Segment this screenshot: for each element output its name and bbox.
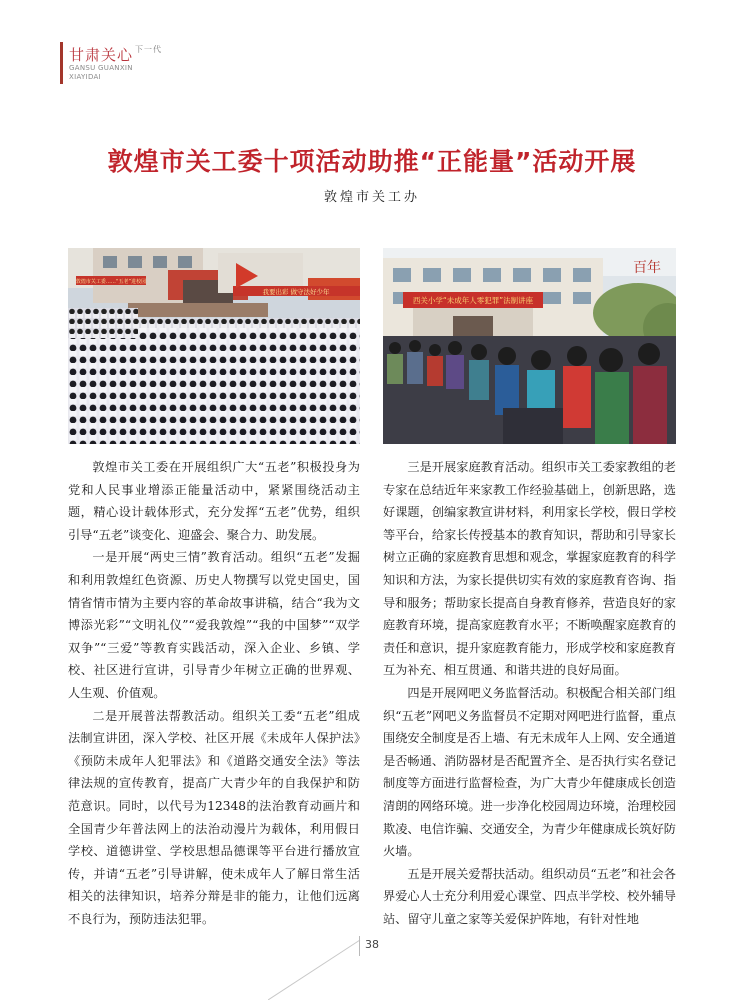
photo-school-assembly [68,248,360,444]
body-paragraph: 三是开展家庭教育活动。组织市关工委家教组的老专家在总结近年来家教工作经验基础上，创新思路，选好课题，创编家教宣讲材料，利用家长学校，假日学校等平台，给家长传授基本的教育知识，帮助和引导家长树立正确的家庭教育思想和观念，掌握家庭教育的科学知识和方法，为家长提供切实有效的家庭教育咨询、指导和服务；帮助家长提高自身教育修养，营造良好的家庭教育环境，提高家庭教育水平；不断唤醒家庭教育的责任和意识，提升家庭教育能力，形成学校和家庭教育互为补充、相互贯通、和谐共进的良好局面。 [383,460,676,678]
photo-wall-text: 百年 [633,260,661,276]
body-paragraph: 四是开展网吧义务监督活动。积极配合相关部门组织“五老”网吧义务监督员不定期对网吧进行监督，重点围绕安全制度是否上墙、有无未成年人上网、安全通道是否畅通、消防器材是否配置齐全、是否执行实名登记制度等方面进行监督检查，为广大青少年健康成长创造清朗的网络环境。进一步净化校园周边环境，治理校园欺凌、电信诈骗、交通安全，为青少年健康成长筑好防火墙。 [383,685,676,859]
magazine-masthead-logo [60,42,170,92]
logo-accent-bar [60,42,63,84]
article-body-left-column [68,456,360,930]
photo-students-lecture [383,248,676,444]
article-author: 敦煌市关工办 [323,190,420,205]
body-paragraph: 五是开展关爱帮扶活动。组织动员“五老”和社会各界爱心人士充分利用爱心课堂、四点半学校、校外辅导站、留守儿童之家等关爱保护阵地，有针对性地 [383,866,676,926]
logo-english-line1: GANSU GUANXIN [69,64,133,72]
article-title: 敦煌市关工委十项活动助推“正能量”活动开展 [107,147,637,176]
logo-superscript: 下一代 [135,45,163,54]
page-number-divider [359,936,360,956]
article-body-right-column [383,456,676,930]
photo-banner-right: 我要出彩 做守法好少年 [262,288,330,296]
body-paragraph: 敦煌市关工委在开展组织广大“五老”积极投身为党和人民事业增添正能量活动中，紧紧围绕活动主题，精心设计载体形式，充分发挥“五老”优势，组织引导“五老”谈变化、迎盛会、聚合力、助发展。 [68,460,360,542]
photo-banner: 西关小学“未成年人零犯罪”法制讲座 [412,296,534,305]
page-number: 38 [365,938,379,951]
body-paragraph: 一是开展“两史三情”教育活动。组织“五老”发掘和利用敦煌红色资源、历史人物撰写以党史国史，国情省情市情为主要内容的革命故事讲稿，结合“我为文博添光彩”“文明礼仪”“爱我敦煌”“我的中国梦”“双学双争”“三爱”等教育实践活动，深入企业、乡镇、学校、社区进行宣讲，引导青少年树立正确的世界观、人生观、价值观。 [68,550,360,700]
body-paragraph: 二是开展普法帮教活动。组织关工委“五老”组成法制宣讲团，深入学校、社区开展《未成年人保护法》《预防未成年人犯罪法》和《道路交通安全法》等法律法规的宣传教育，提高广大青少年的自我保护和防范意识。同时，以代号为12348的法治教育动画片和全国青少年普法网上的法治动漫片为载体，利用假日学校、道德讲堂、学校思想品德课等平台进行播放宣传，并请“五老”引导讲解，使未成年人了解日常生活相关的法律知识，培养分辩是非的能力，让他们远离不良行为，预防违法犯罪。 [68,708,360,926]
photo-banner-top: 敦煌市关工委……“五老”进校园 [75,279,147,285]
logo-chinese-title: 甘肃关心 $^{下一代}$ [69,45,163,64]
logo-english-line2: XIAYIDAI [69,73,101,81]
